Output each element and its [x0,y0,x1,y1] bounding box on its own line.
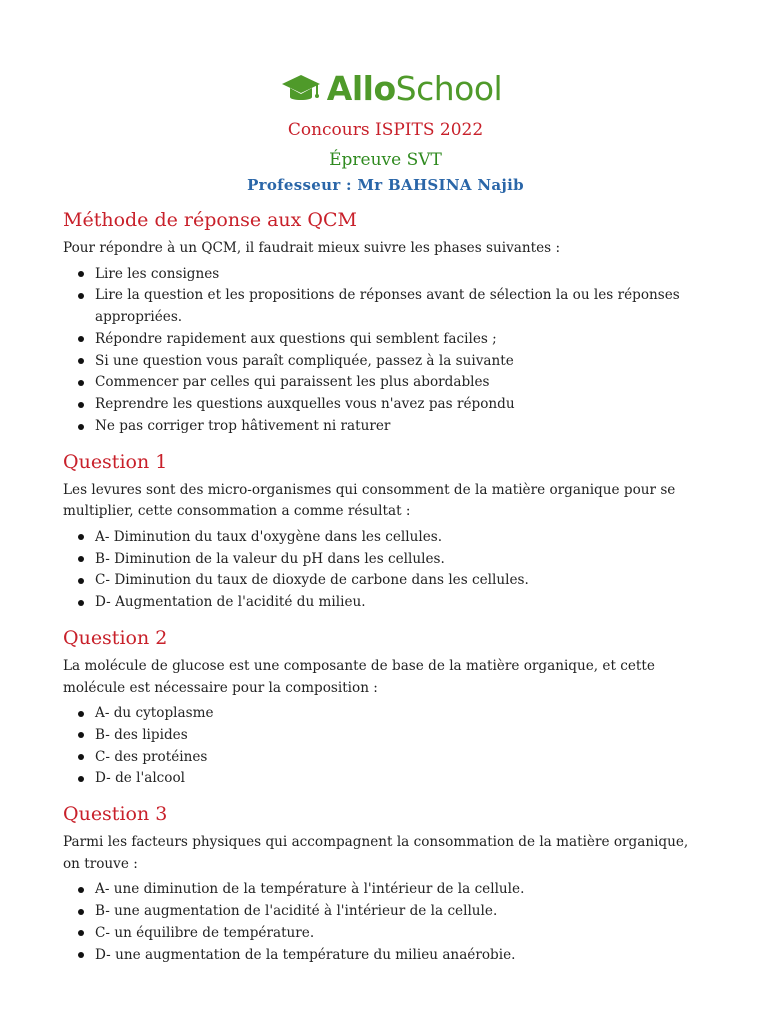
answer-option: D- de l'alcool [63,768,708,790]
question-heading: Question 3 [63,803,168,826]
answer-options [63,879,708,966]
list-item: Commencer par celles qui paraissent les plus abordables [63,372,708,394]
question-text: Parmi les facteurs physiques qui accompagnent la consommation de la matière organique, on trouve : [63,834,689,872]
answer-option: C- des protéines [63,747,708,769]
alloschool-logo [75,66,708,110]
professor-line: Professeur : Mr BAHSINA Najib [247,176,524,194]
answer-option: B- une augmentation de l'acidité à l'intérieur de la cellule. [63,901,708,923]
method-intro: Pour répondre à un QCM, il faudrait mieux suivre les phases suivantes : [63,240,561,256]
answer-option: C- Diminution du taux de dioxyde de carbone dans les cellules. [63,570,708,592]
question-2-section [63,625,708,790]
document-subtitle: Épreuve SVT [329,150,442,170]
logo-wordmark-bold: Allo [326,68,396,108]
logo-wordmark [326,68,503,108]
answer-option: B- Diminution de la valeur du pH dans les cellules. [63,549,708,571]
answer-option: C- un équilibre de température. [63,923,708,945]
question-heading: Question 1 [63,450,168,473]
document-page [63,66,708,966]
method-heading: Méthode de réponse aux QCM [63,209,357,231]
answer-option: D- une augmentation de la température du milieu anaérobie. [63,945,708,967]
question-1-section [63,449,708,614]
document-title: Concours ISPITS 2022 [287,120,484,140]
answer-options [63,527,708,614]
question-3-section [63,801,708,966]
list-item: Répondre rapidement aux questions qui semblent faciles ; [63,329,708,351]
question-text: Les levures sont des micro-organismes qui consomment de la matière organique pour se multiplier, cette consommation a comme résultat : [63,481,676,520]
logo-wordmark-rest: School [395,68,503,108]
answer-option: A- une diminution de la température à l'intérieur de la cellule. [63,879,708,901]
list-item: Lire les consignes [63,264,708,286]
answer-option: A- du cytoplasme [63,703,708,725]
list-item: Lire la question et les propositions de réponses avant de sélection la ou les réponses appropriées. [63,285,708,329]
graduation-cap-icon [281,72,321,106]
method-section [63,207,708,438]
list-item: Ne pas corriger trop hâtivement ni raturer [63,416,708,438]
list-item: Si une question vous paraît compliquée, passez à la suivante [63,351,708,373]
answer-options [63,703,708,790]
answer-option: D- Augmentation de l'acidité du milieu. [63,592,708,614]
answer-option: A- Diminution du taux d'oxygène dans les cellules. [63,527,708,549]
answer-option: B- des lipides [63,725,708,747]
question-text: La molécule de glucose est une composante de base de la matière organique, et cette molécule est nécessaire pour la composition : [63,658,655,696]
method-list [63,264,708,438]
list-item: Reprendre les questions auxquelles vous n'avez pas répondu [63,394,708,416]
question-heading: Question 2 [63,627,168,650]
